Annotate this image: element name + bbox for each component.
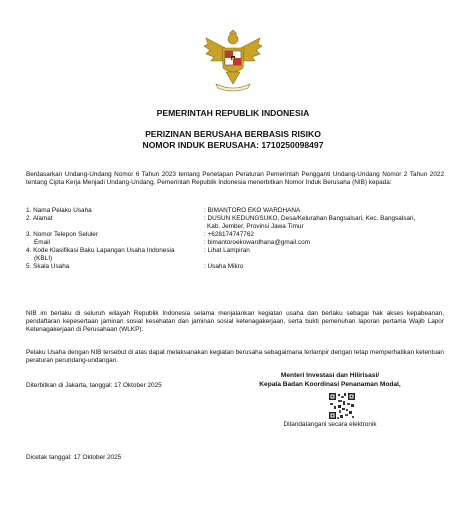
field-row xyxy=(26,263,446,271)
nib-number: NOMOR INDUK BERUSAHA: 1710250098497 xyxy=(142,140,324,150)
field-label: 5. Skala Usaha xyxy=(26,263,70,270)
business-fields xyxy=(26,207,446,271)
field-value: : BIMANTORO EKO WARDHANA xyxy=(204,207,301,214)
validity-paragraph: NIB ini berlaku di seluruh wilayah Republik Indonesia selama menjalankan kegiatan usaha dan berlaku sebagai hak akses kepabeanan, pendaftaran kepesertaan jaminan sosial kesehatan dan jaminan sosial ketenagakerjaan, serta bukti pemenuhan laporan pertama Wajib Lapor Ketenagakerjaan di Perusahaan (WLKP). xyxy=(26,310,444,334)
field-label: 3. Nomor Telepon Seluler xyxy=(26,231,98,238)
government-title: PEMERINTAH REPUBLIK INDONESIA xyxy=(156,108,310,118)
field-row xyxy=(26,255,446,263)
intro-paragraph: Berdasarkan Undang-Undang Nomor 6 Tahun 2023 tentang Penetapan Peraturan Pemerintah Pengganti Undang-Undang Nomor 2 Tahun 2022 tentang Cipta Kerja Menjadi Undang-Undang, Pemerintah Republik Indonesia menerbitkan Nomor Induk Berusaha (NIB) kepada: xyxy=(26,171,444,187)
field-label: (KBLI) xyxy=(34,255,53,262)
field-label: Email xyxy=(34,239,50,246)
field-value xyxy=(204,255,446,263)
issued-date: Diterbitkan di Jakarta, tanggal: 17 Oktober 2025 xyxy=(26,382,162,389)
field-row xyxy=(26,223,446,231)
field-value: : Lihat Lampiran xyxy=(204,247,250,254)
field-value: : +628174747762 xyxy=(204,231,254,238)
garuda-emblem-icon xyxy=(202,30,264,94)
electronic-signature-note: Ditandatangani secara elektronik xyxy=(283,421,377,428)
field-label: 2. Alamat xyxy=(26,215,53,222)
activity-paragraph: Pelaku Usaha dengan NIB tersebut di atas dapat melaksanakan kegiatan berusaha sebagaimana terlampir dengan tetap memperhatikan ketentuan peraturan perundang-undangan. xyxy=(26,349,444,365)
printed-date: Dicetak tanggal: 17 Oktober 2025 xyxy=(26,454,122,461)
document-title: PERIZINAN BERUSAHA BERBASIS RISIKO xyxy=(145,129,321,139)
signatory-title-line1: Menteri Investasi dan Hilirisasi/ xyxy=(280,372,380,379)
qr-code-icon xyxy=(328,392,356,420)
field-value: Kab. Jember, Provinsi Jawa Timur xyxy=(207,223,304,230)
field-row xyxy=(26,239,446,247)
field-value: : Usaha Mikro xyxy=(204,263,244,270)
field-label xyxy=(26,223,204,231)
field-row xyxy=(26,215,446,223)
field-label: 1. Nama Pelaku Usaha xyxy=(26,207,92,214)
field-row xyxy=(26,231,446,239)
field-row xyxy=(26,247,446,255)
field-value: : bimantoroekowardhana@gmail.com xyxy=(204,239,310,246)
signatory-title-line2: Kepala Badan Koordinasi Penanaman Modal, xyxy=(259,381,401,388)
field-label: 4. Kode Klasifikasi Baku Lapangan Usaha Indonesia xyxy=(26,247,175,254)
field-value: : DUSUN KEDUNGSUKO, Desa/Kelurahan Bangsalsari, Kec. Bangsalsari, xyxy=(204,215,416,222)
field-row xyxy=(26,207,446,215)
